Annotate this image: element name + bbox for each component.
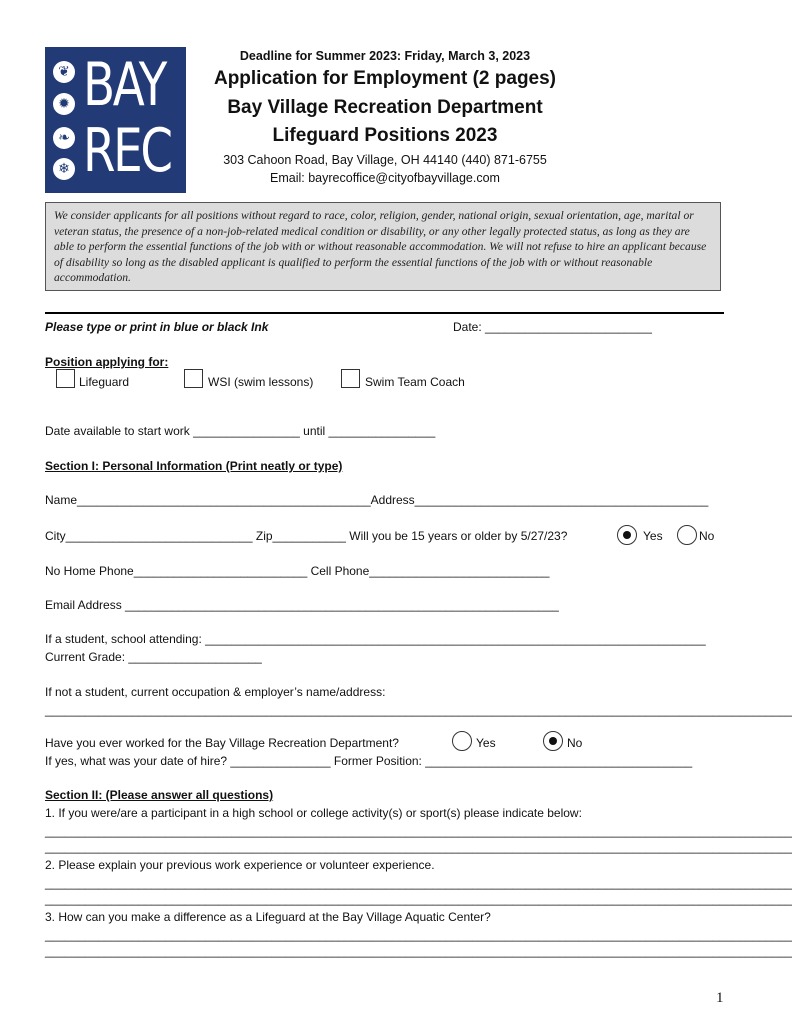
ink-note: Please type or print in blue or black Ink: [45, 320, 269, 334]
answer-1-line[interactable]: ________________________________________________________________________________________________________________: [45, 824, 792, 838]
occupation-field[interactable]: ________________________________________________________________________________________________________________: [45, 703, 792, 717]
swim-team-coach-checkbox[interactable]: [341, 369, 360, 388]
worked-no-radio[interactable]: [543, 731, 563, 751]
logo-rec-text: REC: [83, 116, 171, 186]
swim-team-coach-label: Swim Team Coach: [365, 375, 465, 389]
position-label: Position applying for:: [45, 355, 169, 369]
hire-date-field[interactable]: If yes, what was your date of hire? _______________ Former Position: ________________________________________: [45, 754, 693, 768]
city-zip-field[interactable]: City____________________________ Zip___________ Will you be 15 years or older by 5/27/23?: [45, 529, 568, 543]
snowflake-icon: ❄: [53, 158, 75, 180]
email-address-field[interactable]: Email Address _________________________________________________________________: [45, 598, 559, 612]
deadline-text: Deadline for Summer 2023: Friday, March 3, 2023: [239, 49, 531, 63]
section-1-title: Section I: Personal Information (Print neatly or type): [45, 459, 343, 473]
answer-1-line[interactable]: ________________________________________________________________________________________________________________: [45, 840, 792, 854]
worked-question: Have you ever worked for the Bay Village Recreation Department?: [45, 736, 399, 750]
date-field[interactable]: Date: _________________________: [453, 320, 652, 334]
wsi-label: WSI (swim lessons): [208, 375, 314, 389]
name-address-field[interactable]: Name____________________________________________Address____________________________________________: [45, 493, 709, 507]
occupation-label: If not a student, current occupation & employer’s name/address:: [45, 685, 386, 699]
question-1: 1. If you were/are a participant in a high school or college activity(s) or sport(s) please indicate below:: [45, 806, 582, 820]
worked-no-label: No: [567, 736, 583, 750]
address-text: 303 Cahoon Road, Bay Village, OH 44140 (440) 871-6755: [223, 153, 547, 167]
worked-yes-label: Yes: [476, 736, 496, 750]
leaf-icon: ❦: [53, 61, 75, 83]
age-yes-label: Yes: [643, 529, 663, 543]
section-2-title: Section II: (Please answer all questions): [45, 788, 274, 802]
answer-2-line[interactable]: ________________________________________________________________________________________________________________: [45, 876, 792, 890]
positions-title: Lifeguard Positions 2023: [272, 125, 498, 146]
page-number: 1: [716, 990, 724, 1006]
school-field[interactable]: If a student, school attending: ___________________________________________________________________________: [45, 632, 706, 646]
answer-3-line[interactable]: ________________________________________________________________________________________________________________: [45, 928, 792, 942]
leaves-icon: ❧: [53, 127, 75, 149]
department-title: Bay Village Recreation Department: [227, 97, 543, 118]
answer-3-line[interactable]: ________________________________________________________________________________________________________________: [45, 944, 792, 958]
wsi-checkbox[interactable]: [184, 369, 203, 388]
bay-rec-logo: [45, 47, 186, 193]
logo-bay-text: BAY: [83, 50, 166, 120]
answer-2-line[interactable]: ________________________________________________________________________________________________________________: [45, 892, 792, 906]
sun-icon: ✹: [53, 93, 75, 115]
equal-opportunity-disclaimer: We consider applicants for all positions without regard to race, color, religion, gender, national origin, sexual orientation, age, marital or veteran status, the presence of a non-job-related medical condition or disability, or any other legally protected status, as long as they are able to perform the essential functions of the job with or without reasonable accommodation. We will not refuse to hire an applicant because of disability so long as the disabled applicant is qualified to perform the essential functions of the job with or without reasonable accommodation.: [45, 202, 721, 291]
lifeguard-label: Lifeguard: [79, 375, 130, 389]
divider: [45, 312, 724, 314]
age-no-radio[interactable]: [677, 525, 697, 545]
email-text: Email: bayrecoffice@cityofbayvillage.com: [270, 171, 500, 185]
grade-field[interactable]: Current Grade: ____________________: [45, 650, 262, 664]
lifeguard-checkbox[interactable]: [56, 369, 75, 388]
question-3: 3. How can you make a difference as a Lifeguard at the Bay Village Aquatic Center?: [45, 910, 491, 924]
age-no-label: No: [699, 529, 715, 543]
phone-field[interactable]: No Home Phone__________________________ Cell Phone___________________________: [45, 564, 550, 578]
age-yes-radio[interactable]: [617, 525, 637, 545]
question-2: 2. Please explain your previous work experience or volunteer experience.: [45, 858, 435, 872]
date-available-field[interactable]: Date available to start work ________________ until ________________: [45, 424, 436, 438]
page-title: Application for Employment (2 pages): [213, 68, 557, 89]
worked-yes-radio[interactable]: [452, 731, 472, 751]
